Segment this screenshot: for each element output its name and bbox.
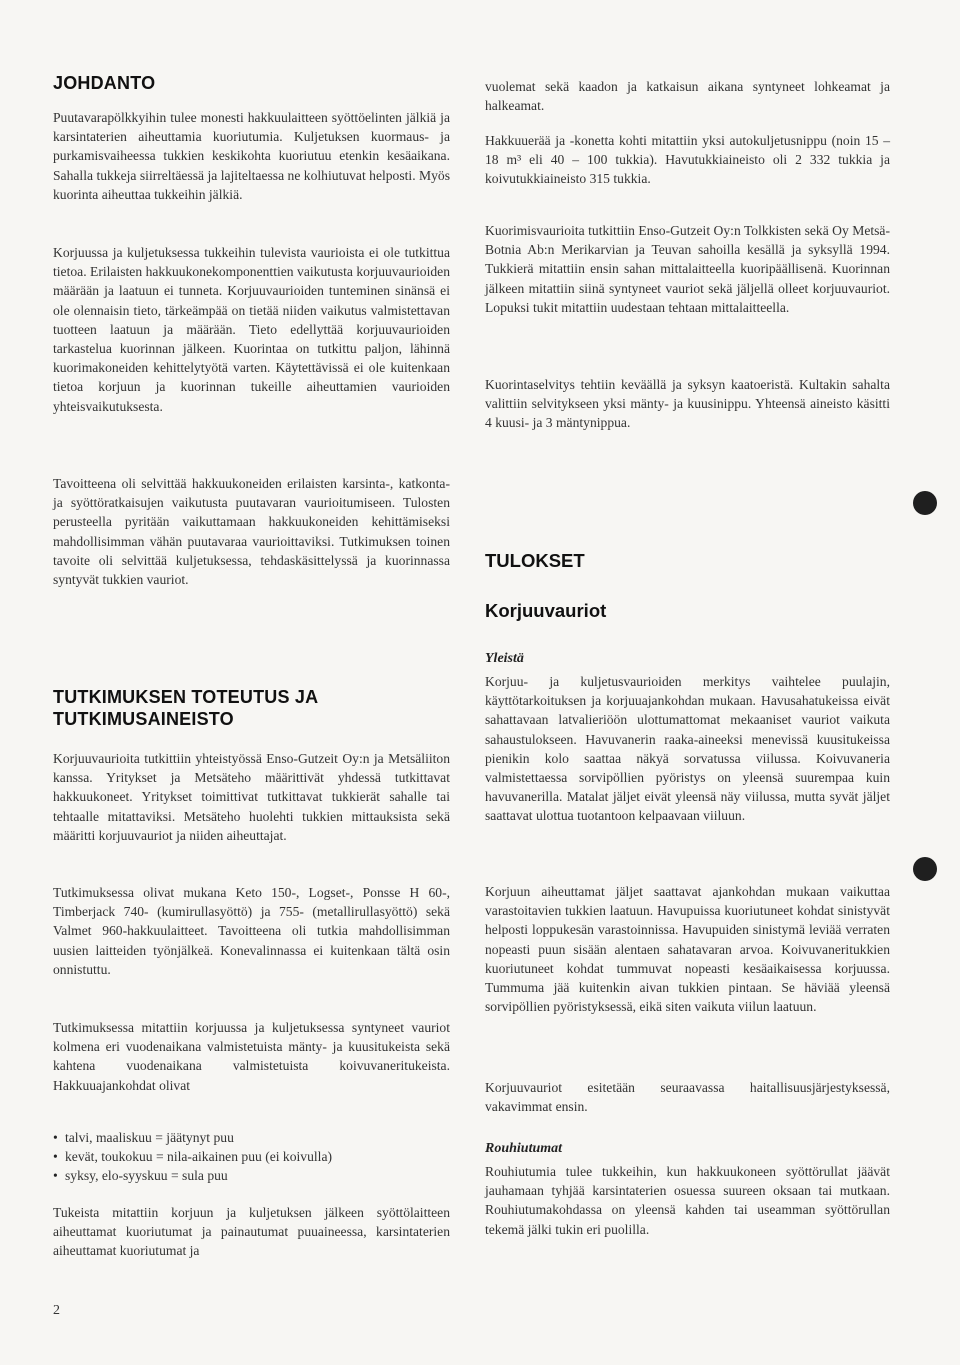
- right-paragraph-6: Korjuun aiheuttamat jäljet saattavat ajankohdan mukaan vaikuttaa varastoitavien tukkien laatuun. Havupuissa kuoriutuneet kohdat sinistyvät helposti loppukesän varastoinnissa. Havupuiden sinistymä leviää verraten nopeasti puun sisään alentaen sahatavaran arvoa. Koivuvaneritukkien kuoriutuneet kohdat tummuvat nopeasti kesäaikaisessa korjuussa. Tummuma jää kuitenkin aivan tukkien pintaan. Se häviää yleensä sorvipöllien pyöristyksessä, eikä siten vaikuta viilun laatuun.: [485, 884, 890, 1015]
- punch-hole-dot: [913, 857, 937, 881]
- korjuuvauriot-heading: Korjuuvauriot: [485, 600, 607, 621]
- list-item: • syksy, elo-syyskuu = sula puu: [53, 1166, 450, 1185]
- harvest-season-list: [53, 1128, 450, 1186]
- punch-hole-dot: [913, 491, 937, 515]
- johdanto-heading: JOHDANTO: [53, 73, 156, 93]
- johdanto-paragraph-2: Korjuussa ja kuljetuksessa tukkeihin tulevista vaurioista ei ole tutkittua tietoa. Erilaisten hakkuukonekomponenttien vaikutusta korjuuvaurioiden määrään ja laatuun ei tunneta. Korjuuvaurioiden tunteminen sinänsä ei ole olennaisin tieto, tärkeämpää on tietää niiden vaikutus valmistettavan tuotteen laatuun ja määrään. Tieto edellyttää korjuuvaurioiden tarkastelua kuorinnan jälkeen. Kuorintaa on tutkittu paljon, lähinnä kuorimakoneiden kehittelytyötä varten. Käytettävissä ei ole kuitenkaan tietoa korjuun ja kuorinnan tukeille aiheuttamien vaurioiden yhteisvaikutuksesta.: [53, 245, 450, 414]
- toteutus-paragraph-1: Korjuuvaurioita tutkittiin yhteistyössä Enso-Gutzeit Oy:n ja Metsäliiton kanssa. Yritykset ja Metsäteho määrittivät yhdessä tutkittavat hakkuukoneet. Yritykset toimittivat tutkittavat tukkierät sahalle tai tehtaalle mitattaviksi. Metsäteho huolehti tukkien mittauksista sekä määritti korjuuvauriot ja niiden aiheuttajat.: [53, 751, 450, 843]
- right-paragraph-5: Korjuu- ja kuljetusvaurioiden merkitys vaihtelee puulajin, käyttötarkoituksen ja korjuuajankohdan mukaan. Havusahatukeissa eivät sahattavaan latvalieriöön ulottumattomat mekaaniset vauriot vaikuta sahaustulokseen. Havuvanerin raaka-aineeksi menevissä kuusitukeissa pienikin kolo saattaa näkyä sorvatussa viilussa. Koivuvaneria valmistettaessa sorvipöllien pyöristys on yleensä suurempaa kuin havuvanerilla. Matalat jäljet eivät yleensä näy viilussa, mutta syvät jäljet saattavat ulottua tuotantoon kelpaavaan viiluun.: [485, 674, 890, 824]
- toteutus-heading-line-1: TUTKIMUKSEN TOTEUTUS JA: [53, 687, 319, 707]
- right-paragraph-2: Hakkuuerää ja -konetta kohti mitattiin yksi autokuljetusnippu (noin 15 – 18 m³ eli 40 – 100 tukkia). Havutukkiaineisto oli 2 332 tukkia ja koivutukkiaineisto 315 tukkia.: [485, 133, 890, 187]
- toteutus-heading-line-2: TUTKIMUSAINEISTO: [53, 709, 234, 729]
- toteutus-paragraph-3: Tutkimuksessa mitattiin korjuussa ja kuljetuksessa syntyneet vauriot kolmena eri vuodenaikana valmistetuista mänty- ja kuusitukeista sekä kahtena vuodenaikana valmistetuista koivuvaneritukeista. Hakkuuajankohdat olivat: [53, 1020, 450, 1093]
- toteutus-paragraph-2: Tutkimuksessa olivat mukana Keto 150-, Logset-, Ponsse H 60-, Timberjack 740- (kumirullasyöttö) ja 755- (metallirullasyöttö) sekä Valmet 960-hakkuulaitteet. Tavoitteena oli tutkia mahdollisimman uusien laitteiden työnjälkeä. Konevalinnassa ei kuitenkaan tältä osin onnistuttu.: [53, 885, 450, 977]
- rouhiutumat-heading: Rouhiutumat: [485, 1141, 563, 1156]
- right-paragraph-7: Korjuuvauriot esitetään seuraavassa haitallisuusjärjestyksessä, vakavimmat ensin.: [485, 1080, 890, 1115]
- toteutus-paragraph-4: Tukeista mitattiin korjuun ja kuljetuksen jälkeen syöttölaitteen aiheuttamat kuoriutumat ja painautumat puuaineessa, karsintaterien aiheuttamat kuoriutumat ja: [53, 1205, 450, 1259]
- right-paragraph-8: Rouhiutumia tulee tukkeihin, kun hakkuukoneen syöttörullat jäävät jauhamaan tyhjää karsintaterien osuessa suureen oksaan tai mutkaan. Rouhiutumakohdassa on yleensä kahden tai useamman syöttörullan tekemä jälki tukin eri puolilla.: [485, 1164, 890, 1237]
- page-number: 2: [53, 1303, 60, 1318]
- right-paragraph-4: Kuorintaselvitys tehtiin keväällä ja syksyn kaatoeristä. Kultakin sahalta valittiin selvitykseen yksi mänty- ja kuusinippu. Yhteensä aineisto käsitti 4 kuusi- ja 3 mäntynippua.: [485, 377, 890, 431]
- yleista-heading: Yleistä: [485, 651, 524, 666]
- johdanto-paragraph-3: Tavoitteena oli selvittää hakkuukoneiden erilaisten karsinta-, katkonta- ja syöttöratkaisujen vaikutusta puutavaran vaurioitumiseen. Tulosten perusteella pyritään vaikuttamaan hakkuukoneiden kehittämiseksi mahdollisimman vähän puutavaraa vaurioittaviksi. Tutkimuksen toinen tavoite oli selvittää kuljetuksessa, tehdaskäsittelyssä ja kuorinnassa syntyvät tukkien vauriot.: [53, 476, 450, 588]
- right-paragraph-1: vuolemat sekä kaadon ja katkaisun aikana syntyneet lohkeamat ja halkeamat.: [485, 79, 890, 114]
- right-paragraph-3: Kuorimisvaurioita tutkittiin Enso-Gutzeit Oy:n Tolkkisten sekä Oy Metsä-Botnia Ab:n Merikarvian ja Teuvan sahoilla kesällä ja syksyllä 1994. Tukkierä mitattiin ensin sahan mittalaitteella kuoripäällisenä. Kuorinnan jälkeen mitattiin siinä syntyneet vauriot sekä jäljellä olleet korjuuvauriot. Lopuksi tukit mitattiin uudestaan tehtaan mittalaitteella.: [485, 223, 890, 315]
- toteutus-heading: [53, 686, 450, 730]
- list-item: • kevät, toukokuu = nila-aikainen puu (ei koivulla): [53, 1147, 450, 1166]
- johdanto-paragraph-1: Puutavarapölkkyihin tulee monesti hakkuulaitteen syöttöelinten jälkiä ja karsintaterien aiheuttamia kuoriutumia. Kuljetuksen kuormaus- ja purkamisvaiheessa tukkien keskikohta kuoriutuu etenkin kesäaikana. Sahalla tukkeja siirreltäessä ja lajiteltaessa ne kolhiutuvat helposti. Myös kuorinta aiheuttaa tukkeihin jälkiä.: [53, 110, 450, 202]
- tulokset-heading: TULOKSET: [485, 550, 585, 571]
- list-item: • talvi, maaliskuu = jäätynyt puu: [53, 1128, 450, 1147]
